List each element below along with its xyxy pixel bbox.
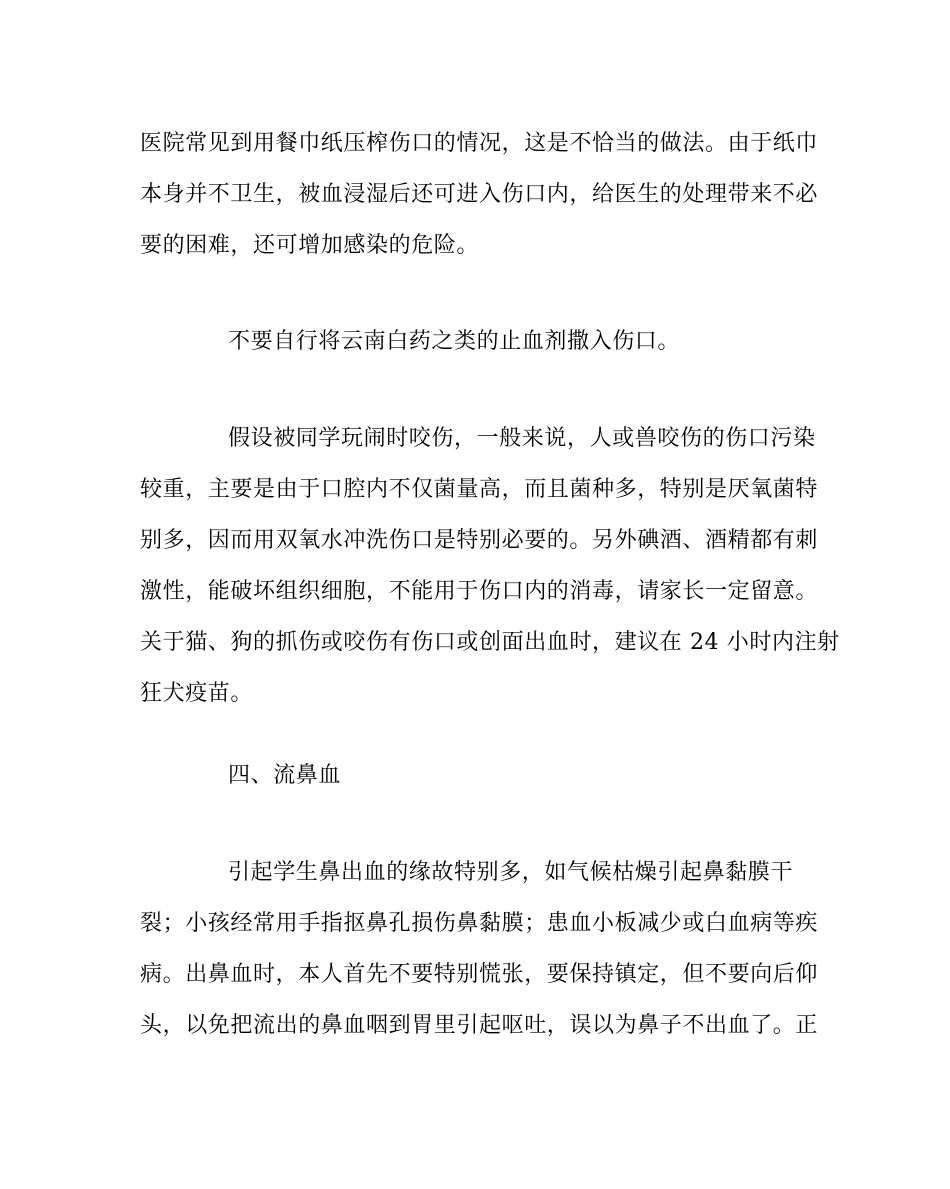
paragraph-1-line-3: 要的困难，还可增加感染的危险。 (140, 233, 480, 258)
paragraph-5-line-1: 引起学生鼻出血的缘故特别多，如气候枯燥引起鼻黏膜干 (228, 860, 794, 885)
paragraph-2-line-1: 不要自行将云南白药之类的止血剂撒入伤口。 (228, 329, 681, 354)
paragraph-5-line-3: 病。出鼻血时，本人首先不要特别慌张，要保持镇定，但不要向后仰 (140, 962, 819, 987)
paragraph-3-line-4: 激性，能破坏组织细胞，不能用于伤口内的消毒，请家长一定留意。 (140, 579, 819, 604)
paragraph-1-line-2: 本身并不卫生，被血浸湿后还可进入伤口内，给医生的处理带来不必 (140, 182, 819, 207)
section-heading-nosebleed: 四、流鼻血 (228, 763, 342, 788)
paragraph-1-line-1: 医院常见到用餐巾纸压榨伤口的情况，这是不恰当的做法。由于纸巾 (140, 131, 819, 156)
paragraph-3-line-2: 较重，主要是由于口腔内不仅菌量高，而且菌种多，特别是厌氧菌特 (140, 477, 819, 502)
paragraph-3-line-5: 关于猫、狗的抓伤或咬伤有伤口或创面出血时，建议在 24 小时内注射 (140, 630, 840, 655)
paragraph-3-line-1: 假设被同学玩闹时咬伤，一般来说，人或兽咬伤的伤口污染 (228, 426, 816, 451)
paragraph-5-line-2: 裂；小孩经常用手指抠鼻孔损伤鼻黏膜；患血小板减少或白血病等疾 (140, 911, 819, 936)
paragraph-3-line-3: 别多，因而用双氧水冲洗伤口是特别必要的。另外碘酒、酒精都有刺 (140, 528, 819, 553)
paragraph-5-line-4: 头，以免把流出的鼻血咽到胃里引起呕吐，误以为鼻子不出血了。正 (140, 1013, 819, 1038)
paragraph-3-line-6: 狂犬疫苗。 (140, 681, 254, 706)
